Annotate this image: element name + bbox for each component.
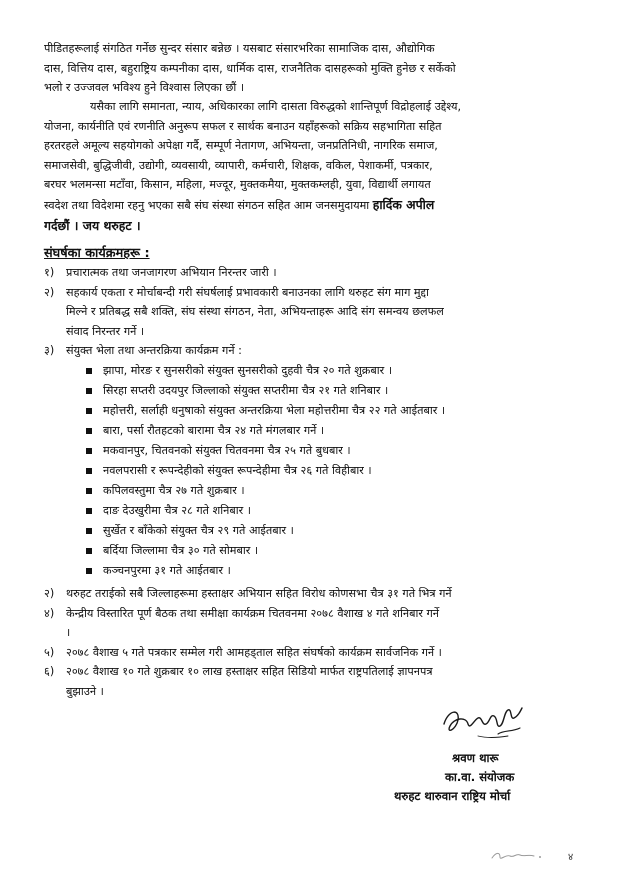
intro-line: पीडितहरूलाई संगठित गर्नेछ सुन्दर संसार बन्नेछ । यसबाट संसारभरिका सामाजिक दास, औद्योगिक bbox=[44, 42, 435, 55]
program-text: थरुहट तराईको सबै जिल्लाहरूमा हस्ताक्षर अभियान सहित विरोध कोणसभा चैत्र ३१ गते भित्र गर्ने bbox=[66, 587, 452, 600]
program-item bbox=[44, 584, 589, 604]
event-item: दाङ देउखुरीमा चैत्र २८ गते शनिबार । bbox=[82, 501, 582, 521]
appeal-line: यसैका लागि समानता, न्याय, अधिकारका लागि दासता विरुद्धको शान्तिपूर्ण विद्रोहलाई उद्देश्य, bbox=[90, 100, 462, 113]
event-item: महोत्तरी, सर्लाही धनुषाको संयुक्त अन्तरक्रिया भेला महोत्तरीमा चैत्र २२ गते आईतबार । bbox=[82, 401, 582, 421]
event-schedule bbox=[82, 361, 582, 581]
program-item bbox=[44, 263, 589, 283]
program-number: ५) bbox=[44, 645, 55, 659]
program-item bbox=[44, 643, 589, 663]
program-item bbox=[44, 662, 589, 701]
program-text: केन्द्रीय विस्तारित पूर्ण बैठक तथा समीक्षा कार्यक्रम चितवनमा २०७८ वैशाख ४ गते शनिबार गर्ने bbox=[66, 606, 439, 620]
signatory-title: का.वा. संयोजक bbox=[445, 770, 515, 784]
programs-heading: संघर्षका कार्यक्रमहरू : bbox=[44, 246, 150, 261]
program-number: २) bbox=[44, 285, 55, 299]
intro-line: दास, वित्तिय दास, बहुराष्ट्रिय कम्पनीका दास, धार्मिक दास, राजनैतिक दासहरूको मुक्ति हुनेछ र सर्केको bbox=[44, 61, 456, 75]
event-item: बारा, पर्सा रौतहटको बारामा चैत्र २४ गते मंगलबार गर्ने । bbox=[82, 421, 582, 441]
intro-paragraph bbox=[44, 39, 584, 98]
program-number: ३) bbox=[44, 344, 55, 358]
appeal-paragraph bbox=[44, 97, 584, 235]
program-text: प्रचारात्मक तथा जनजागरण अभियान निरन्तर जारी । bbox=[66, 266, 277, 279]
program-text: संयुक्त भेला तथा अन्तरक्रिया कार्यक्रम गर्ने : bbox=[66, 344, 242, 358]
program-number: ४) bbox=[44, 606, 55, 620]
program-number: १) bbox=[44, 266, 55, 279]
signatory-name: श्रवण थारू bbox=[452, 751, 499, 765]
page-mark: ४ bbox=[568, 852, 574, 863]
appeal-line: स्वदेश तथा विदेशमा रहनु भएका सबै संघ संस्था संगठन सहित आम जनसमुदायमा bbox=[44, 198, 370, 212]
event-item: नवलपरासी र रूपन्देहीको संयुक्त रूपन्देहीमा चैत्र २६ गते विहीबार । bbox=[82, 461, 582, 481]
handwritten-signature bbox=[438, 700, 528, 744]
appeal-line-last bbox=[44, 195, 584, 216]
appeal-line: हरतरहले अमूल्य सहयोगको अपेक्षा गर्दै, सम्पूर्ण नेतागण, अभियन्ता, जनप्रतिनिधी, नागरिक समाज, bbox=[44, 139, 438, 153]
program-text: २०७८ वैशाख ५ गते पत्रकार सम्मेल गरी आमहड्ताल सहित संघर्षको कार्यक्रम सार्वजनिक गर्ने । bbox=[66, 645, 442, 659]
appeal-line: योजना, कार्यनीति एवं रणनीति अनुरूप सफल र सार्थक बनाउन यहाँहरूको सक्रिय सहभागिता सहित bbox=[44, 119, 442, 133]
program-text: संवाद निरन्तर गर्ने । bbox=[66, 324, 145, 338]
program-item bbox=[44, 341, 589, 361]
event-item: बर्दिया जिल्लामा चैत्र ३० गते सोमबार । bbox=[82, 541, 582, 561]
footer-initials-mark bbox=[488, 848, 548, 864]
event-item: कञ्चनपुरमा ३१ गते आईतबार । bbox=[82, 561, 582, 581]
program-text: । bbox=[66, 626, 71, 640]
event-item: सिरहा सप्तरी उदयपुर जिल्लाको संयुक्त सप्तरीमा चैत्र २१ गते शनिबार । bbox=[82, 381, 582, 401]
programs-list bbox=[44, 263, 589, 361]
program-item bbox=[44, 604, 589, 643]
program-number: २) bbox=[44, 587, 55, 600]
program-text: सहकार्य एकता र मोर्चाबन्दी गरी संघर्षलाई प्रभावकारी बनाउनका लागि थरुहट संग माग मुद्दा bbox=[66, 285, 429, 299]
event-item: सुर्खेत र बाँकेको संयुक्त चैत्र २९ गते आईतबार । bbox=[82, 521, 582, 541]
event-item: कपिलवस्तुमा चैत्र २७ गते शुक्रबार । bbox=[82, 481, 582, 501]
event-item: मकवानपुर, चितवनको संयुक्त चितवनमा चैत्र २५ गते बुधबार । bbox=[82, 441, 582, 461]
program-text: बुझाउने । bbox=[66, 684, 104, 698]
appeal-line: समाजसेवी, बुद्धिजीवी, उद्योगी, व्यवसायी, व्यापारी, कर्मचारी, शिक्षक, वकिल, पेशाकर्मी, पत्रकार, bbox=[44, 158, 433, 172]
program-text: मिल्ने र प्रतिबद्ध सबै शक्ति, संघ संस्था संगठन, नेता, अभियन्ताहरू आदि संग समन्वय छलफल bbox=[66, 305, 444, 319]
program-item bbox=[44, 283, 589, 342]
program-number: ६) bbox=[44, 665, 55, 679]
program-text: २०७८ वैशाख १० गते शुक्रबार १० लाख हस्ताक्षर सहित सिडियो मार्फत राष्ट्रपतिलाई ज्ञापनपत्र bbox=[66, 665, 433, 679]
intro-line: भलो र उज्जवल भविश्य हुने विश्वास लिएका छौं । bbox=[44, 81, 245, 95]
appeal-closing: गर्दछौं । जय थरुहट । bbox=[44, 217, 141, 233]
appeal-bold: हार्दिक अपील bbox=[372, 196, 435, 212]
appeal-line: बरघर भलमन्सा मटाँवा, किसान, महिला, मज्दूर, मुक्तकमैया, मुक्तकम्लही, युवा, विद्यार्थी लगायत bbox=[44, 178, 431, 192]
programs-list-continued bbox=[44, 584, 589, 702]
signatory-organization: थरुहट थारुवान राष्ट्रिय मोर्चा bbox=[394, 789, 511, 803]
event-item: झापा, मोरङ र सुनसरीको संयुक्त सुनसरीको दुहवी चैत्र २० गते शुक्रबार । bbox=[82, 361, 582, 381]
